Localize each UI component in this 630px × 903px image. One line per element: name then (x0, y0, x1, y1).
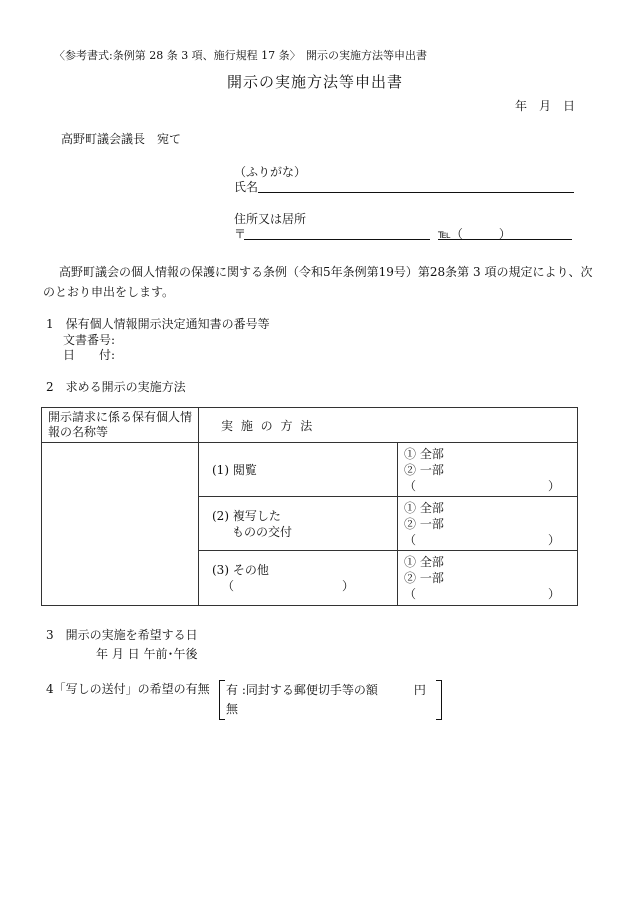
form-name-header: 開示の実施方法等申出書 (306, 49, 427, 62)
method-cell (199, 551, 398, 606)
section1-heading: 1 保有個人情報開示決定通知書の番号等 (46, 317, 270, 331)
method-label: (2) 複写した (212, 508, 281, 523)
option-part[interactable]: ② 一部 (404, 462, 444, 477)
method-label-cont: ものの交付 (232, 524, 293, 539)
address-field[interactable] (244, 239, 430, 240)
tel-field[interactable] (438, 239, 572, 240)
tel-label: ℡（ ） (438, 227, 511, 241)
method-label: (1) 閲覧 (212, 462, 257, 477)
date-line: 年 月 日 (515, 99, 576, 113)
name-label: 氏名 (234, 180, 259, 194)
method-cell (199, 443, 398, 497)
doc-number-label: 文書番号: (63, 333, 116, 347)
preferred-date[interactable]: 年 月 日 午前･午後 (96, 647, 198, 661)
method-other-detail[interactable]: （ ） (222, 579, 355, 593)
bracket-left (219, 680, 225, 720)
option-detail[interactable]: （ ） (404, 587, 561, 601)
name-field[interactable] (258, 192, 574, 193)
option-all[interactable]: ① 全部 (404, 500, 444, 515)
mail-yes-option[interactable]: 有 :同封する郵便切手等の額 円 (226, 683, 426, 697)
method-cell (199, 497, 398, 551)
option-cell (398, 443, 578, 497)
option-detail[interactable]: （ ） (404, 532, 561, 547)
bracket-right (436, 680, 442, 720)
option-all[interactable]: ① 全部 (404, 446, 444, 461)
body-text-line1: 高野町議会の個人情報の保護に関する条例（令和5年条例第19号）第28条第 3 項の規定により、次 (59, 265, 593, 279)
option-part[interactable]: ② 一部 (404, 571, 444, 585)
disclosure-method-table (41, 407, 578, 606)
option-cell (398, 551, 578, 606)
option-cell (398, 497, 578, 551)
option-detail[interactable]: （ ） (404, 478, 561, 493)
method-label: (3) その他 (212, 563, 269, 577)
section2-heading: 2 求める開示の実施方法 (46, 380, 186, 394)
address-label: 住所又は居所 (234, 212, 307, 226)
notice-date-label: 日 付: (63, 348, 116, 362)
col1-header: 開示請求に係る保有個人情報の名称等 (42, 408, 199, 443)
postal-mark: 〒 (234, 227, 247, 241)
option-all[interactable]: ① 全部 (404, 555, 444, 569)
section3-heading: 3 開示の実施を希望する日 (46, 628, 198, 642)
body-text-line2: のとおり申出をします。 (43, 285, 175, 299)
col2-header: 実 施 の 方 法 (199, 408, 578, 443)
page-title: 開示の実施方法等申出書 (226, 73, 403, 91)
mail-no-option[interactable]: 無 (226, 702, 239, 716)
addressee: 高野町議会議長 宛て (61, 132, 182, 146)
option-part[interactable]: ② 一部 (404, 516, 444, 531)
furigana-label: （ふりがな） (234, 165, 307, 179)
reference-note: 〈参考書式:条例第 28 条 3 項、施行規程 17 条〉 (54, 49, 301, 62)
info-name-cell[interactable] (42, 443, 199, 606)
section4-heading: 4「写しの送付」の希望の有無 (46, 682, 210, 696)
